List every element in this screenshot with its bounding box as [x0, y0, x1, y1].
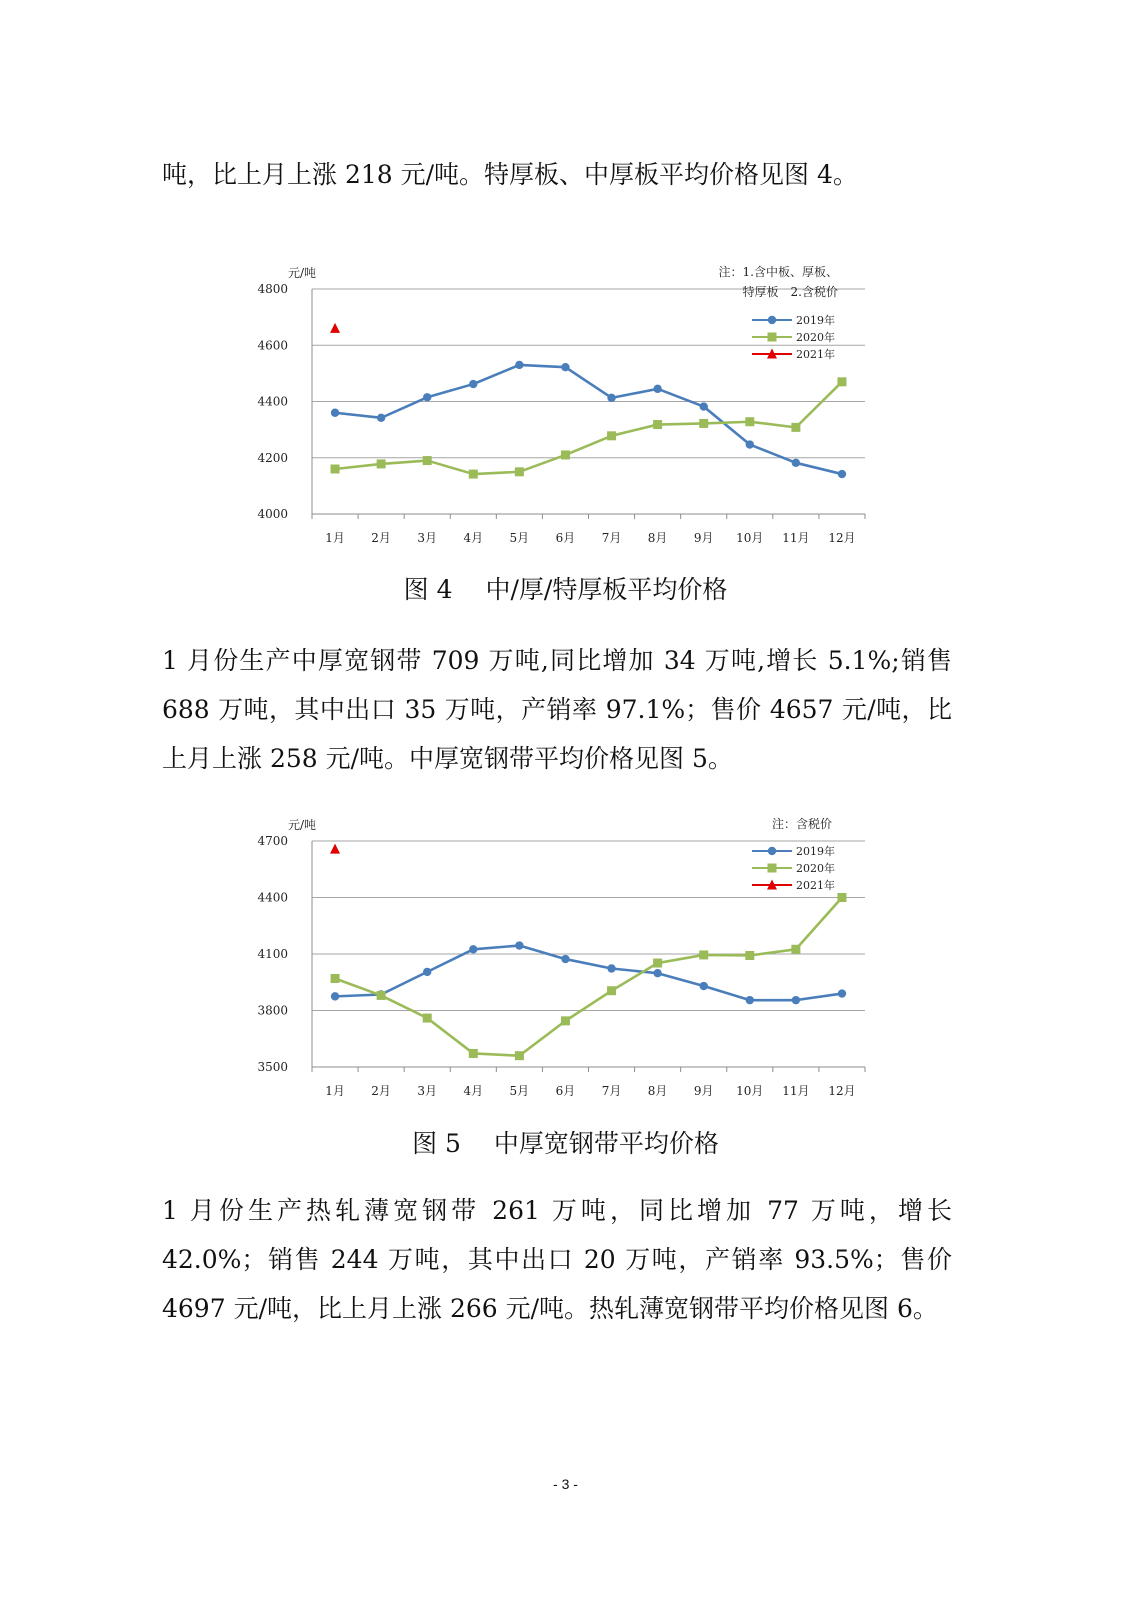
- y-tick-label: 4200: [257, 450, 288, 465]
- point-2020: [653, 420, 662, 429]
- figure-4-caption: 图 4 中/厚/特厚板平均价格: [403, 575, 728, 604]
- chart-5-svg: [0, 810, 1131, 1110]
- x-tick-label: 7月: [601, 531, 622, 545]
- legend-marker-2020: [768, 333, 777, 342]
- point-2020: [515, 1051, 524, 1060]
- paragraph-1: 吨，比上月上涨 218 元/吨。特厚板、中厚板平均价格见图 4。: [162, 160, 858, 189]
- x-tick-label: 8月: [647, 531, 668, 545]
- point-2019: [331, 409, 339, 417]
- point-2019: [423, 968, 431, 976]
- x-tick-label: 3月: [417, 531, 438, 545]
- point-2019: [377, 414, 385, 422]
- y-tick-label: 4600: [257, 338, 288, 353]
- chart-figure-5: [0, 810, 1131, 1110]
- point-2019: [700, 982, 708, 990]
- y-tick-label: 4400: [257, 394, 288, 409]
- x-tick-label: 9月: [693, 531, 714, 545]
- legend-label-2020: 2020年: [796, 331, 835, 344]
- series-line-2020: [335, 382, 842, 474]
- point-2020: [331, 465, 340, 474]
- x-tick-label: 9月: [693, 1084, 714, 1098]
- x-tick-label: 6月: [555, 531, 576, 545]
- point-2019: [331, 992, 339, 1000]
- x-tick-label: 3月: [417, 1084, 438, 1098]
- point-2019: [792, 459, 800, 467]
- point-2019: [561, 955, 569, 963]
- page-number: - 3 -: [553, 1476, 578, 1492]
- point-2019: [653, 969, 661, 977]
- point-2020: [561, 1016, 570, 1025]
- legend-label-2020: 2020年: [796, 862, 835, 875]
- paragraph-2: 1 月份生产中厚宽钢带 709 万吨,同比增加 34 万吨,增长 5.1%;销售 688 万吨，其中出口 35 万吨，产销率 97.1%；售价 4657 元/吨，比上月上涨 258 元/吨。中厚宽钢带平均价格见图 5。: [162, 646, 952, 773]
- y-tick-label: 4400: [257, 890, 288, 905]
- figure-5-caption: 图 5 中厚宽钢带平均价格: [412, 1129, 719, 1158]
- point-2019: [515, 941, 523, 949]
- x-tick-label: 5月: [509, 531, 530, 545]
- y-tick-label: 4700: [257, 834, 288, 848]
- legend-marker-2020: [768, 864, 777, 873]
- point-2020: [745, 951, 754, 960]
- point-2019: [746, 996, 754, 1004]
- point-2020: [469, 1049, 478, 1058]
- point-2020: [837, 893, 846, 902]
- legend-label-2019: 2019年: [796, 845, 835, 858]
- point-2020: [515, 467, 524, 476]
- y-tick-label: 4800: [257, 282, 288, 296]
- x-tick-label: 10月: [736, 531, 764, 545]
- x-tick-label: 11月: [782, 531, 810, 545]
- point-2020: [699, 950, 708, 959]
- point-2020: [607, 986, 616, 995]
- x-tick-label: 10月: [736, 1084, 764, 1098]
- legend-label-2021: 2021年: [796, 879, 835, 892]
- point-2020: [745, 417, 754, 426]
- point-2019: [423, 393, 431, 401]
- paragraph-3: 1 月份生产热轧薄宽钢带 261 万吨，同比增加 77 万吨，增长 42.0%；销售 244 万吨，其中出口 20 万吨，产销率 93.5%；售价 4697 元/吨，比上月上涨 266 元/吨。热轧薄宽钢带平均价格见图 6。: [162, 1196, 952, 1323]
- y-unit-label: 元/吨: [288, 818, 317, 832]
- x-tick-label: 8月: [647, 1084, 668, 1098]
- point-2020: [331, 974, 340, 983]
- chart-figure-4: [0, 255, 1131, 555]
- legend-label-2021: 2021年: [796, 348, 835, 361]
- point-2019: [746, 440, 754, 448]
- point-2020: [377, 459, 386, 468]
- x-tick-label: 4月: [463, 531, 484, 545]
- y-tick-label: 3800: [257, 1003, 288, 1018]
- point-2020: [469, 470, 478, 479]
- x-tick-label: 11月: [782, 1084, 810, 1098]
- point-2020: [561, 450, 570, 459]
- point-2021: [330, 844, 340, 854]
- point-2019: [700, 402, 708, 410]
- x-tick-label: 1月: [325, 531, 345, 545]
- chart-note: 注：1.含中板、厚板、: [718, 265, 838, 279]
- x-tick-label: 1月: [325, 1084, 345, 1098]
- x-tick-label: 2月: [371, 1084, 391, 1098]
- legend-label-2019: 2019年: [796, 314, 835, 327]
- point-2020: [791, 423, 800, 432]
- point-2019: [838, 989, 846, 997]
- y-tick-label: 3500: [257, 1060, 288, 1074]
- series-line-2020: [335, 898, 842, 1056]
- point-2019: [653, 385, 661, 393]
- x-tick-label: 12月: [828, 1084, 856, 1098]
- point-2021: [330, 323, 340, 333]
- legend-marker-2019: [768, 316, 776, 324]
- point-2020: [837, 377, 846, 386]
- x-tick-label: 12月: [828, 531, 856, 545]
- y-unit-label: 元/吨: [288, 266, 317, 280]
- point-2020: [791, 945, 800, 954]
- x-tick-label: 2月: [371, 531, 391, 545]
- x-tick-label: 7月: [601, 1084, 622, 1098]
- point-2020: [423, 1014, 432, 1023]
- point-2019: [792, 996, 800, 1004]
- x-tick-label: 5月: [509, 1084, 530, 1098]
- point-2019: [515, 361, 523, 369]
- point-2020: [607, 431, 616, 440]
- y-tick-label: 4000: [257, 507, 288, 521]
- point-2020: [653, 959, 662, 968]
- point-2020: [423, 456, 432, 465]
- chart-note: 注：含税价: [771, 817, 832, 831]
- point-2020: [699, 419, 708, 428]
- point-2019: [469, 380, 477, 388]
- chart-4-svg: [0, 255, 1131, 555]
- legend-marker-2019: [768, 847, 776, 855]
- point-2019: [469, 945, 477, 953]
- x-tick-label: 6月: [555, 1084, 576, 1098]
- point-2019: [561, 363, 569, 371]
- point-2019: [838, 470, 846, 478]
- point-2019: [607, 394, 615, 402]
- x-tick-label: 4月: [463, 1084, 484, 1098]
- y-tick-label: 4100: [257, 947, 288, 961]
- point-2020: [377, 991, 386, 1000]
- point-2019: [607, 964, 615, 972]
- chart-note: 特厚板 2.含税价: [742, 285, 838, 299]
